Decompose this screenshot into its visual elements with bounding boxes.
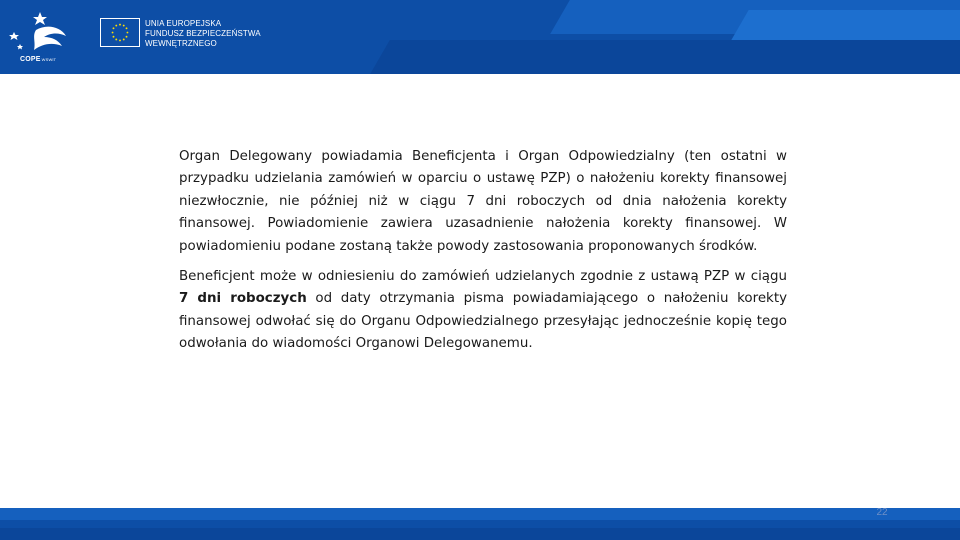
- eu-flag-icon: [100, 18, 140, 47]
- paragraph-notification: Organ Delegowany powiadamia Beneficjenta i Organ Odpowiedzialny (ten ostatni w przypadku udzielania zamówień w oparciu o ustawę PZP) o nałożeniu korekty finansowej niezwłocznie, nie później niż w ciągu 7 dni roboczych od dnia nałożenia korekty finansowej. Powiadomienie zawiera uzasadnienie nałożenia korekty finansowej. W powiadomieniu podane zostaną także powody zastosowania proponowanych środków.: [179, 149, 787, 254]
- paragraph-appeal: Beneficjent może w odniesieniu do zamówień udzielanych zgodnie z ustawą PZP w ciągu 7 dni roboczych od daty otrzymania pisma powiadamiającego o nałożeniu korekty finansowej odwołać się do Organu Odpowiedzialnego przesyłając jednocześnie kopię tego odwołania do wiadomości Organowi Delegowanemu.: [179, 269, 787, 352]
- footer-stripe: [0, 528, 960, 540]
- eu-fund-line: UNIA EUROPEJSKA: [145, 19, 222, 28]
- header-bar: [0, 0, 960, 74]
- eu-fund-line: FUNDUSZ BEZPIECZEŃSTWA: [145, 29, 261, 38]
- header-stripe: [731, 10, 960, 40]
- page-number: 22: [876, 507, 888, 518]
- slide-body: [179, 146, 787, 364]
- eu-fund-label: [145, 19, 261, 49]
- eu-fund-line: WEWNĘTRZNEGO: [145, 39, 217, 48]
- cope-logo-text: COPEWSWiT: [20, 56, 57, 63]
- header-stripe: [370, 40, 960, 74]
- footer-bar: [0, 508, 960, 540]
- footer-stripe: [0, 508, 960, 520]
- deadline-emphasis: 7 dni roboczych: [179, 291, 307, 307]
